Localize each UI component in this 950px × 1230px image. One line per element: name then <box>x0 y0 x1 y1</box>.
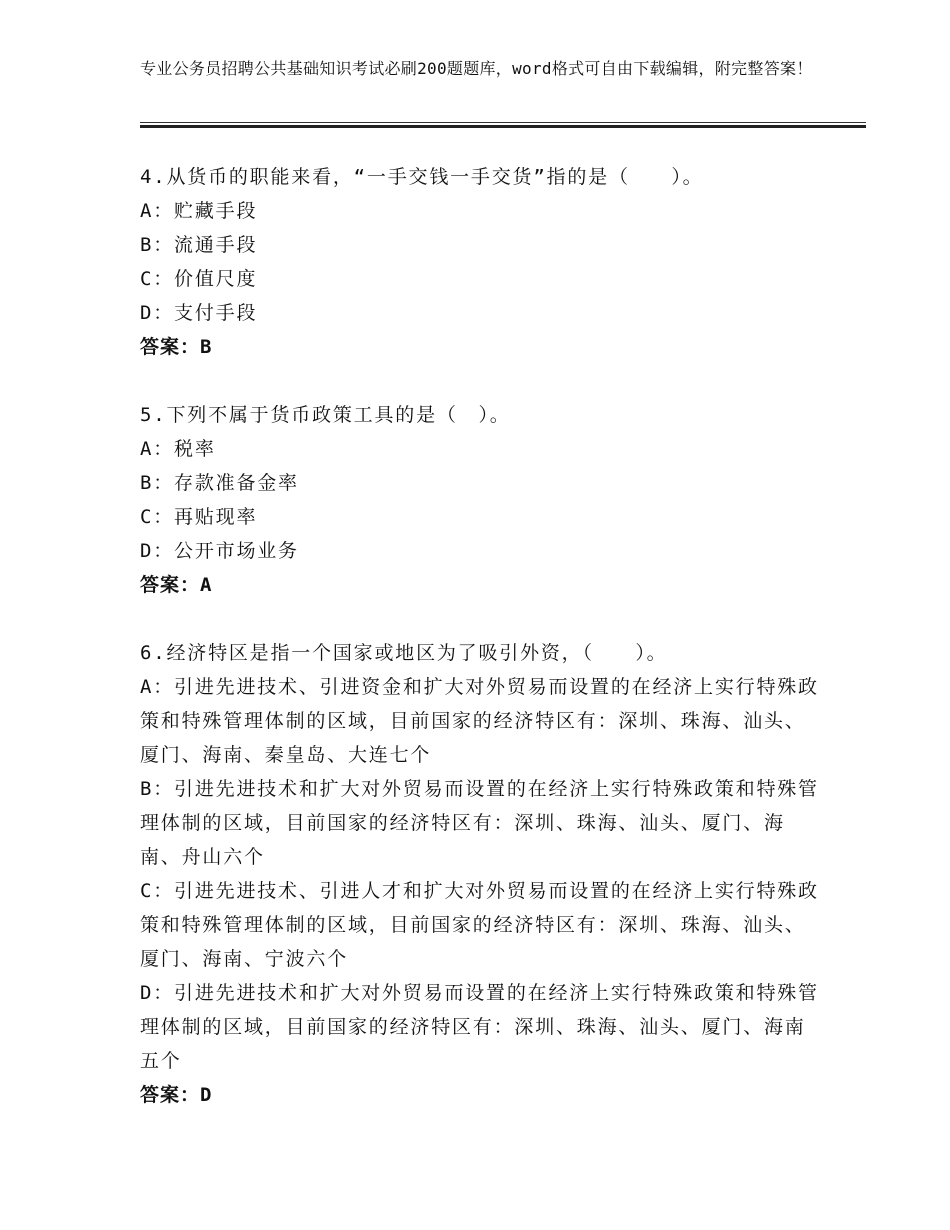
option-a: A：贮藏手段 <box>140 200 258 222</box>
answer-value: D <box>200 1084 213 1106</box>
option-b: B：流通手段 <box>140 234 258 256</box>
answer-line <box>140 330 820 364</box>
answer-line <box>140 1078 820 1112</box>
option-c: C：再贴现率 <box>140 506 258 528</box>
document-header: 专业公务员招聘公共基础知识考试必刷200题题库，word格式可自由下载编辑，附完整答案！ <box>140 59 813 78</box>
answer-value: A <box>200 574 213 596</box>
option-d: D：引进先进技术和扩大对外贸易而设置的在经济上实行特殊政策和特殊管理体制的区域，目前国家的经济特区有：深圳、珠海、汕头、厦门、海南五个 <box>140 982 819 1072</box>
option-a: A：税率 <box>140 438 216 460</box>
answer-label: 答案： <box>140 336 201 358</box>
question-stem: 5.下列不属于货币政策工具的是（ ）。 <box>140 404 511 426</box>
question-5 <box>140 398 820 602</box>
option-c: C：价值尺度 <box>140 268 258 290</box>
question-6 <box>140 636 820 1112</box>
header-rule-thick <box>140 125 866 128</box>
option-b: B：引进先进技术和扩大对外贸易而设置的在经济上实行特殊政策和特殊管理体制的区域，目前国家的经济特区有：深圳、珠海、汕头、厦门、海南、舟山六个 <box>140 778 819 868</box>
option-b: B：存款准备金率 <box>140 472 299 494</box>
answer-label: 答案： <box>140 574 201 596</box>
question-list <box>140 160 820 1146</box>
answer-label: 答案： <box>140 1084 201 1106</box>
answer-line <box>140 568 820 602</box>
header-rule-top <box>140 122 866 123</box>
question-4 <box>140 160 820 364</box>
option-d: D：公开市场业务 <box>140 540 299 562</box>
question-stem: 6.经济特区是指一个国家或地区为了吸引外资，（ ）。 <box>140 642 668 664</box>
option-d: D：支付手段 <box>140 302 258 324</box>
option-c: C：引进先进技术、引进人才和扩大对外贸易而设置的在经济上实行特殊政策和特殊管理体制的区域，目前国家的经济特区有：深圳、珠海、汕头、厦门、海南、宁波六个 <box>140 880 819 970</box>
question-stem: 4.从货币的职能来看，“一手交钱一手交货”指的是（ ）。 <box>140 166 704 188</box>
answer-value: B <box>200 336 213 358</box>
option-a: A：引进先进技术、引进资金和扩大对外贸易而设置的在经济上实行特殊政策和特殊管理体制的区域，目前国家的经济特区有：深圳、珠海、汕头、厦门、海南、秦皇岛、大连七个 <box>140 676 819 766</box>
